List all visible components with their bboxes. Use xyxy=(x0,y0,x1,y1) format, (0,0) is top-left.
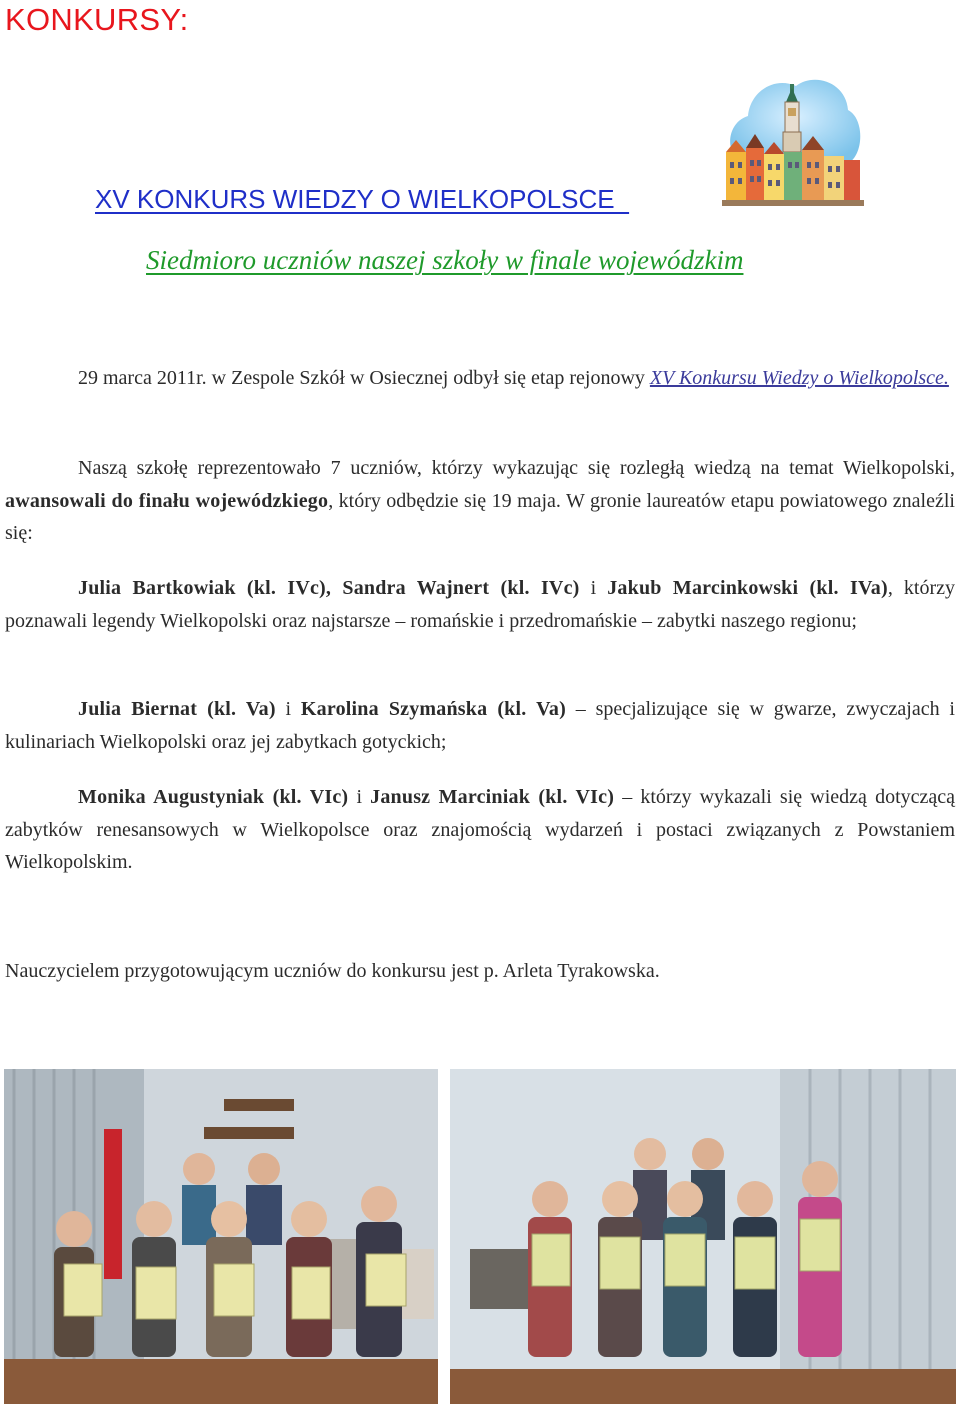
group3-names-2: Janusz Marciniak (kl. VIc) xyxy=(370,786,615,808)
intro-text: 29 marca 2011r. w Zespole Szkół w Osiecznej odbył się etap rejonowy xyxy=(78,367,650,389)
article-subtitle-link[interactable]: Siedmioro uczniów naszej szkoły w finale wojewódzkim xyxy=(146,245,744,275)
paragraph-group-3 xyxy=(5,781,955,879)
paragraph-group-1 xyxy=(5,572,955,637)
paragraph-group-2 xyxy=(5,693,955,758)
group1-names-2: Jakub Marcinkowski (kl. IVa) xyxy=(607,577,888,599)
contest-link[interactable]: XV Konkursu Wiedzy o Wielkopolsce. xyxy=(649,367,949,389)
group1-desc: , którzy poznawali legendy Wielkopolski oraz najstarsze – romańskie i przedromańskie – zabytki naszego regionu; xyxy=(5,577,956,632)
paragraph-representation xyxy=(5,452,955,550)
representation-text-b: , który odbędzie się 19 maja. W gronie laureatów etapu powiatowego znaleźli się: xyxy=(5,489,955,544)
paragraph-teacher: Nauczycielem przygotowującym uczniów do konkursu jest p. Arleta Tyrakowska. xyxy=(5,960,660,982)
group3-desc: – którzy wykazali się wiedzą dotyczącą zabytków renesansowych w Wielkopolsce oraz znajomością wydarzeń i postaci związanych z Powstaniem Wielkopolskim. xyxy=(5,786,956,873)
group2-desc: – specjalizujące się w gwarze, zwyczajach i kulinariach Wielkopolski oraz jej zabytkach gotyckich; xyxy=(5,698,955,753)
article-title-link[interactable]: XV KONKURS WIEDZY O WIELKOPOLSCE xyxy=(95,184,630,214)
poznan-town-hall-logo xyxy=(722,70,864,216)
group1-names-1: Julia Bartkowiak (kl. IVc), Sandra Wajnert (kl. IVc) xyxy=(78,577,580,599)
page-header-title: KONKURSY: xyxy=(5,2,189,37)
group3-and: i xyxy=(348,786,371,808)
group3-names-1: Monika Augustyniak (kl. VIc) xyxy=(78,786,349,808)
group1-and: i xyxy=(579,577,608,599)
group2-and: i xyxy=(275,698,301,720)
paragraph-intro xyxy=(5,362,955,395)
representation-bold: awansowali do finału wojewódzkiego xyxy=(5,489,329,512)
students-photo-1 xyxy=(4,1069,438,1404)
representation-text-a: Naszą szkołę reprezentowało 7 uczniów, którzy wykazując się rozległą wiedzą na temat Wielkopolski, xyxy=(78,457,955,479)
group2-names-1: Julia Biernat (kl. Va) xyxy=(78,698,276,720)
group2-names-2: Karolina Szymańska (kl. Va) xyxy=(300,698,566,720)
students-photo-2 xyxy=(450,1069,956,1404)
